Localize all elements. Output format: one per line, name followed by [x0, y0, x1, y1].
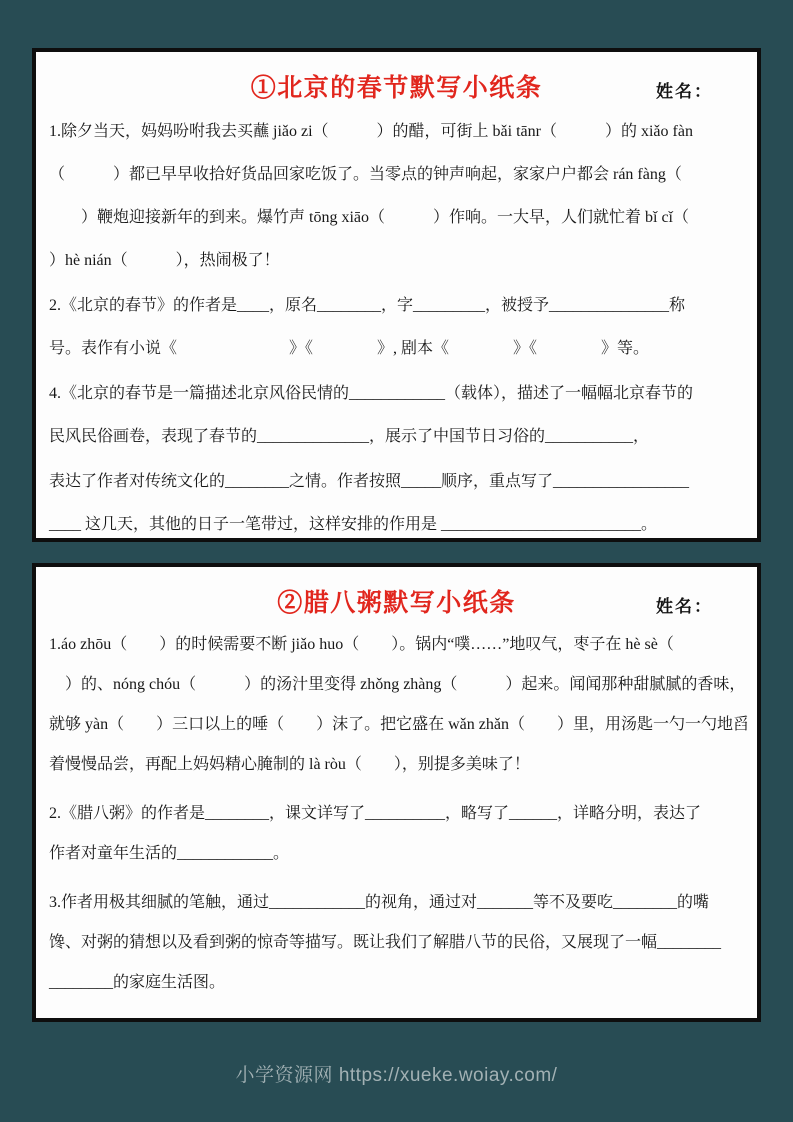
name-label: 姓名： [656, 597, 713, 616]
text-line: ）hè nián（ ），热闹极了！ [49, 252, 280, 269]
text-line: 作者对童年生活的____________。 [49, 845, 290, 862]
text-line: ）鞭炮迎接新年的到来。爆竹声 tōng xiāo（ ）作响。一大早，人们就忙着 bǐ cǐ（ [49, 209, 689, 226]
sheet-header [36, 68, 757, 106]
text-line: 就够 yàn（ ）三口以上的唾（ ）沫了。把它盛在 wǎn zhǎn（ ）里，用汤匙一勺一勺地舀 [49, 716, 749, 733]
name-label: 姓名： [656, 82, 713, 101]
text-line: 馋、对粥的猜想以及看到粥的惊奇等描写。既让我们了解腊八节的民俗，又展现了一幅________ [49, 934, 722, 951]
question-paragraph [49, 460, 744, 546]
text-line: 着慢慢品尝，再配上妈妈精心腌制的 là ròu（ ），别提多美味了！ [49, 756, 530, 773]
worksheet-card-beijing-spring-festival [32, 48, 761, 542]
question-paragraph [49, 625, 749, 785]
text-line: 2.《北京的春节》的作者是____，原名________，字_________，被授予_______________称 [49, 297, 686, 314]
section-title: ②腊八粥默写小纸条 [277, 589, 516, 617]
text-line: （ ）都已早早收拾好货品回家吃饭了。当零点的钟声响起，家家户户都会 rán fàng（ [49, 166, 682, 183]
site-footer: 小学资源网 https://xueke.woiay.com/ [235, 1065, 558, 1086]
text-line: 表达了作者对传统文化的________之情。作者按照_____顺序，重点写了_________________ [49, 473, 690, 490]
section-body [36, 106, 757, 546]
text-line: ）的、nóng chóu（ ）的汤汁里变得 zhǒng zhàng（ ）起来。闻闻那种甜腻腻的香味， [49, 676, 746, 693]
text-line: 4.《北京的春节是一篇描述北京风俗民情的____________（载体），描述了一幅幅北京春节的 [49, 385, 694, 402]
text-line: 3.作者用极其细腻的笔触，通过____________的视角，通过对_______等不及要吃________的嘴 [49, 894, 710, 911]
sheet-header [36, 583, 757, 621]
text-line: ____ 这几天，其他的日子一笔带过，这样安排的作用是 _________________________。 [49, 516, 658, 533]
text-line: 2.《腊八粥》的作者是________，课文详写了__________，略写了______，详略分明，表达了 [49, 805, 702, 822]
text-line: 号。表作有小说《 》《 》, 剧本《 》《 》等。 [49, 340, 650, 357]
text-line: ________的家庭生活图。 [49, 974, 226, 991]
question-paragraph [49, 883, 744, 1003]
question-paragraph [49, 284, 744, 370]
text-line: 民风民俗画卷，表现了春节的______________，展示了中国节日习俗的___________， [49, 428, 650, 445]
question-paragraph [49, 110, 744, 282]
text-line: 1.áo zhōu（ ）的时候需要不断 jiǎo huo（ ）。锅内“噗……”地叹气，枣子在 hè sè（ [49, 636, 674, 653]
section-title: ①北京的春节默写小纸条 [250, 74, 543, 102]
worksheet-card-laba-porridge [32, 563, 761, 1022]
section-body [36, 621, 757, 1003]
question-paragraph [49, 372, 744, 458]
text-line: 1.除夕当天，妈妈吩咐我去买蘸 jiǎo zi（ ）的醋，可街上 bǎi tānr（ ）的 xiǎo fàn [49, 123, 693, 140]
question-paragraph [49, 794, 744, 874]
